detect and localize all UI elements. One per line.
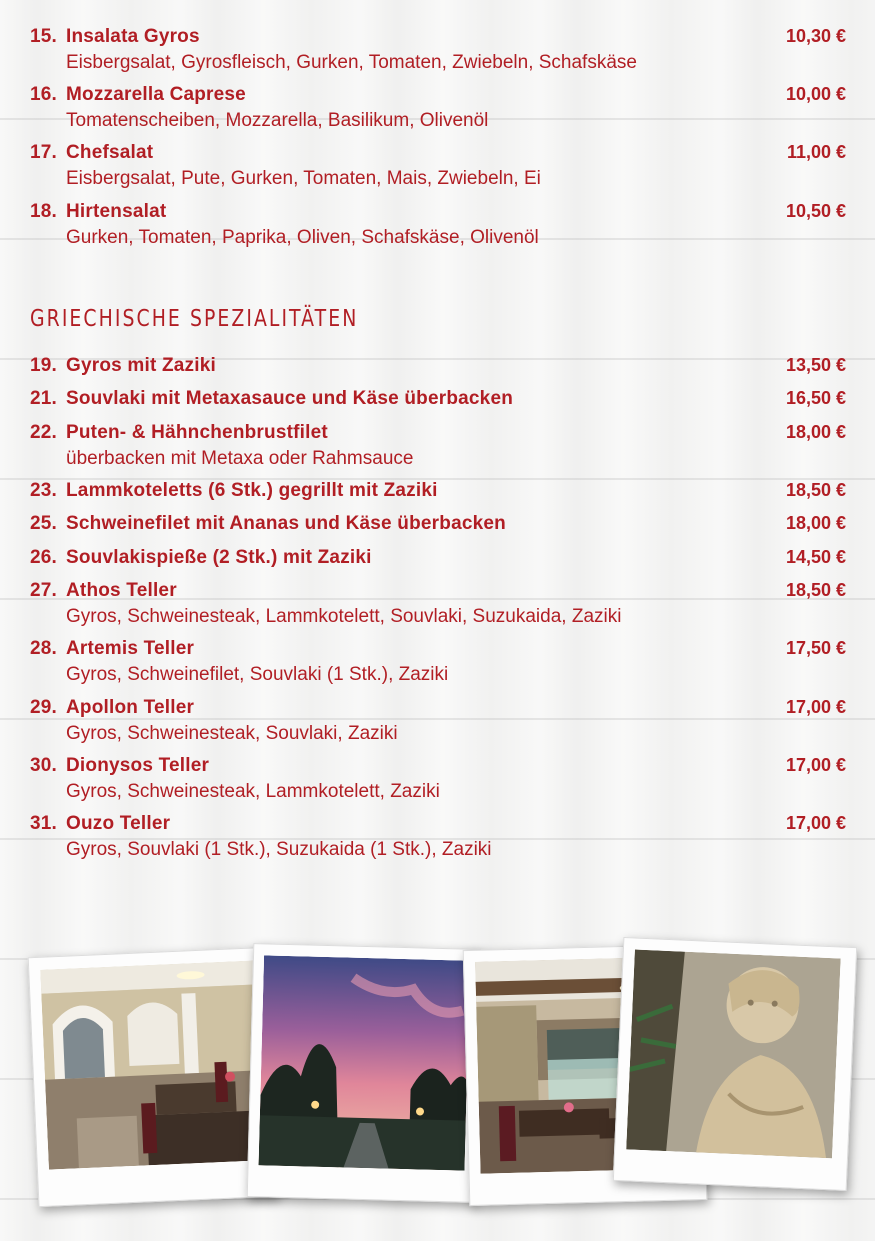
item-name: Souvlaki mit Metaxasauce und Käse überbacken [66, 388, 514, 409]
item-description: überbacken mit Metaxa oder Rahmsauce [66, 448, 414, 469]
item-number: 27. [30, 580, 58, 601]
item-name: Insalata Gyros [66, 26, 200, 47]
menu-item-28 [30, 638, 846, 686]
item-price: 18,50 € [785, 580, 846, 600]
item-description: Gyros, Souvlaki (1 Stk.), Suzukaida (1 Stk.), Zaziki [66, 839, 492, 860]
sunset-terrace-image [259, 955, 470, 1170]
item-price: 11,00 € [786, 142, 846, 162]
item-name: Hirtensalat [66, 201, 167, 222]
item-number: 16. [30, 84, 58, 105]
item-name: Athos Teller [66, 580, 177, 601]
item-name: Ouzo Teller [66, 813, 171, 834]
item-number: 31. [30, 813, 58, 834]
item-name: Chefsalat [66, 142, 154, 163]
item-price: 17,00 € [785, 755, 846, 775]
item-title [30, 142, 153, 164]
item-title [30, 355, 216, 377]
item-price: 18,00 € [785, 422, 846, 442]
item-name: Puten- & Hähnchenbrustfilet [66, 422, 328, 443]
item-name: Artemis Teller [66, 638, 195, 659]
menu-item-23 [30, 480, 846, 502]
item-name: Souvlakispieße (2 Stk.) mit Zaziki [66, 547, 372, 568]
item-description: Gyros, Schweinesteak, Lammkotelett, Zaziki [66, 781, 440, 802]
item-number: 19. [30, 355, 58, 376]
item-name: Schweinefilet mit Ananas und Käse überbacken [66, 513, 506, 534]
menu-item-22 [30, 422, 846, 470]
item-name: Apollon Teller [66, 697, 195, 718]
menu-item-30 [30, 755, 846, 803]
item-title [30, 580, 177, 602]
photo-restaurant-interior [28, 947, 279, 1207]
menu-item-17 [30, 142, 846, 190]
item-number: 21. [30, 388, 58, 409]
item-title [30, 547, 372, 569]
restaurant-interior-image [40, 960, 265, 1169]
item-title [30, 638, 194, 660]
item-title [30, 513, 506, 535]
item-title [30, 84, 246, 106]
item-description: Eisbergsalat, Pute, Gurken, Tomaten, Mais, Zwiebeln, Ei [66, 168, 541, 189]
menu-item-15 [30, 26, 846, 74]
item-title [30, 201, 166, 223]
statue-image [626, 950, 841, 1159]
item-number: 17. [30, 142, 58, 163]
item-name: Mozzarella Caprese [66, 84, 246, 105]
item-title [30, 755, 209, 777]
item-description: Gyros, Schweinesteak, Lammkotelett, Souvlaki, Suzukaida, Zaziki [66, 606, 622, 627]
item-title [30, 388, 513, 410]
item-name: Gyros mit Zaziki [66, 355, 216, 376]
item-number: 15. [30, 26, 58, 47]
item-name: Lammkoteletts (6 Stk.) gegrillt mit Zaziki [66, 480, 438, 501]
item-title [30, 422, 328, 444]
item-price: 10,00 € [785, 84, 846, 104]
item-title [30, 480, 438, 502]
item-price: 17,00 € [785, 697, 846, 717]
item-number: 28. [30, 638, 58, 659]
item-number: 26. [30, 547, 58, 568]
item-number: 18. [30, 201, 58, 222]
item-price: 17,50 € [785, 638, 846, 658]
photo-sunset-terrace [247, 943, 482, 1203]
item-title [30, 813, 170, 835]
item-number: 29. [30, 697, 58, 718]
item-price: 18,50 € [785, 480, 846, 500]
item-price: 18,00 € [785, 513, 846, 533]
item-description: Gyros, Schweinefilet, Souvlaki (1 Stk.), Zaziki [66, 664, 449, 685]
menu-item-18 [30, 201, 846, 249]
section-heading: GRIECHISCHE SPEZIALITÄTEN [30, 306, 359, 332]
item-price: 16,50 € [785, 388, 846, 408]
item-number: 25. [30, 513, 58, 534]
menu-item-27 [30, 580, 846, 628]
item-description: Gyros, Schweinesteak, Souvlaki, Zaziki [66, 723, 398, 744]
menu-item-31 [30, 813, 846, 861]
item-number: 30. [30, 755, 58, 776]
menu-item-21 [30, 388, 846, 410]
item-description: Tomatenscheiben, Mozzarella, Basilikum, Olivenöl [66, 110, 489, 131]
menu-item-25 [30, 513, 846, 535]
item-price: 10,50 € [785, 201, 846, 221]
item-title [30, 697, 194, 719]
item-description: Gurken, Tomaten, Paprika, Oliven, Schafskäse, Olivenöl [66, 227, 539, 248]
menu-item-19 [30, 355, 846, 377]
menu-item-16 [30, 84, 846, 132]
item-price: 14,50 € [785, 547, 846, 567]
item-number: 22. [30, 422, 58, 443]
menu-item-29 [30, 697, 846, 745]
item-number: 23. [30, 480, 58, 501]
item-price: 10,30 € [785, 26, 846, 46]
menu-item-26 [30, 547, 846, 569]
item-price: 13,50 € [785, 355, 846, 375]
photo-statue [613, 937, 857, 1191]
item-price: 17,00 € [785, 813, 846, 833]
item-description: Eisbergsalat, Gyrosfleisch, Gurken, Tomaten, Zwiebeln, Schafskäse [66, 52, 637, 73]
item-name: Dionysos Teller [66, 755, 210, 776]
item-title [30, 26, 200, 48]
